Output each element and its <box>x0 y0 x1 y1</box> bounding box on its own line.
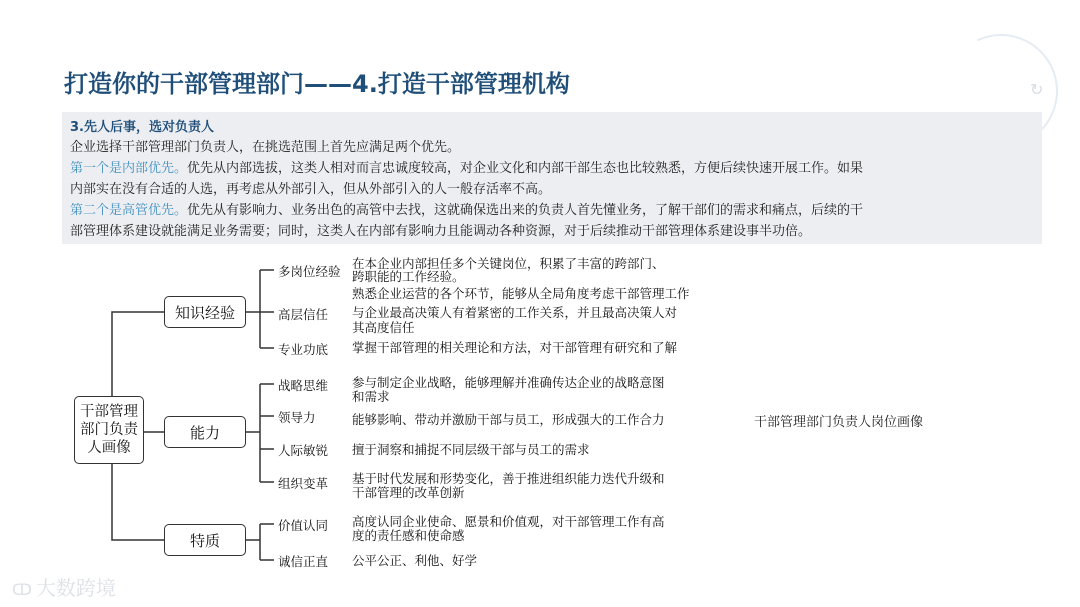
desc-line: 擅于洞察和捕捉不同层级干部与员工的需求 <box>352 442 590 457</box>
item-label-transformation: 组织变革 <box>278 476 329 491</box>
desc-line: 掌握干部管理的相关理论和方法，对干部管理有研究和了解 <box>352 340 678 355</box>
page-title: 打造你的干部管理部门——4.打造干部管理机构 <box>64 70 570 98</box>
first-priority-text-2: 内部实在没有合适的人选，再考虑从外部引入，但从外部引入的人一般存活率不高。 <box>70 182 552 197</box>
section-heading: 3.先人后事，选对负责人 <box>70 120 214 135</box>
category-traits: 特质 <box>164 524 246 556</box>
item-label-expertise: 专业功底 <box>278 342 329 357</box>
decorative-arrow-icon: ↻ <box>1030 80 1044 99</box>
item-label-interpersonal: 人际敏锐 <box>278 443 329 458</box>
desc-line: 其高度信任 <box>352 320 415 335</box>
desc-line: 跨职能的工作经验。 <box>352 269 465 284</box>
item-label-leadership: 领导力 <box>278 410 316 425</box>
desc-line: 度的责任感和使命感 <box>352 528 465 543</box>
profile-diagram <box>62 250 702 568</box>
item-desc-strategy <box>352 376 665 403</box>
second-priority-text-2: 部管理体系建设就能满足业务需要；同时，这类人在内部有影响力且能调动各种资源，对于后续推动干部管理体系建设事半功倍。 <box>70 224 812 239</box>
desc-line: 基于时代发展和形势变化，善于推进组织能力迭代升级和 <box>352 471 665 486</box>
item-desc-trust <box>352 306 677 334</box>
second-priority-text: 优先从有影响力、业务出色的高管中去找，这就确保选出来的负责人首先懂业务，了解干部们的需求和痛点，后续的干 <box>187 203 864 218</box>
desc-line: 熟悉企业运营的各个环节，能够从全局角度考虑干部管理工作 <box>352 286 690 301</box>
desc-line: 和需求 <box>352 389 390 404</box>
item-label-strategy: 战略思维 <box>278 378 329 393</box>
watermark <box>12 572 116 601</box>
item-label-multi-post: 多岗位经验 <box>278 264 341 279</box>
diagram-caption: 干部管理部门负责人岗位画像 <box>754 415 924 430</box>
item-label-values: 价值认同 <box>278 518 329 533</box>
root-line-3: 人画像 <box>87 440 131 456</box>
root-line-2: 部门负责 <box>80 422 138 438</box>
item-desc-leadership <box>352 413 665 426</box>
item-desc-values <box>352 515 665 542</box>
first-priority-line <box>70 159 863 179</box>
second-priority-line <box>70 201 863 221</box>
desc-line: 干部管理的改革创新 <box>352 485 465 500</box>
root-node <box>74 396 144 464</box>
item-desc-expertise <box>352 341 677 354</box>
root-line-1: 干部管理 <box>80 404 138 420</box>
first-priority-text: 优先从内部选拔，这类人相对而言忠诚度较高，对企业文化和内部干部生态也比较熟悉，方便后续快速开展工作。如果 <box>187 161 864 176</box>
item-desc-interpersonal <box>352 443 590 456</box>
desc-line: 在本企业内部担任多个关键岗位，积累了丰富的跨部门、 <box>352 256 665 271</box>
category-ability: 能力 <box>164 416 246 448</box>
item-desc-multi-post <box>352 257 690 300</box>
second-priority-label: 第二个是高管优先。 <box>70 203 188 218</box>
first-priority-label: 第一个是内部优先。 <box>70 161 188 176</box>
item-desc-integrity <box>352 554 477 567</box>
item-label-integrity: 诚信正直 <box>278 554 329 569</box>
item-label-trust: 高层信任 <box>278 307 329 322</box>
category-knowledge: 知识经验 <box>164 296 246 328</box>
intro-text: 企业选择干部管理部门负责人，在挑选范围上首先应满足两个优先。 <box>70 140 461 155</box>
desc-line: 能够影响、带动并激励干部与员工，形成强大的工作合力 <box>352 412 665 427</box>
desc-line: 与企业最高决策人有着紧密的工作关系，并且最高决策人对 <box>352 305 678 320</box>
watermark-logo-icon: ↀ <box>12 580 32 599</box>
desc-line: 高度认同企业使命、愿景和价值观，对干部管理工作有高 <box>352 514 665 529</box>
watermark-text: 大数跨境 <box>35 576 116 600</box>
desc-line: 参与制定企业战略，能够理解并准确传达企业的战略意图 <box>352 375 665 390</box>
desc-line: 公平公正、利他、好学 <box>352 553 478 568</box>
item-desc-transformation <box>352 472 665 499</box>
